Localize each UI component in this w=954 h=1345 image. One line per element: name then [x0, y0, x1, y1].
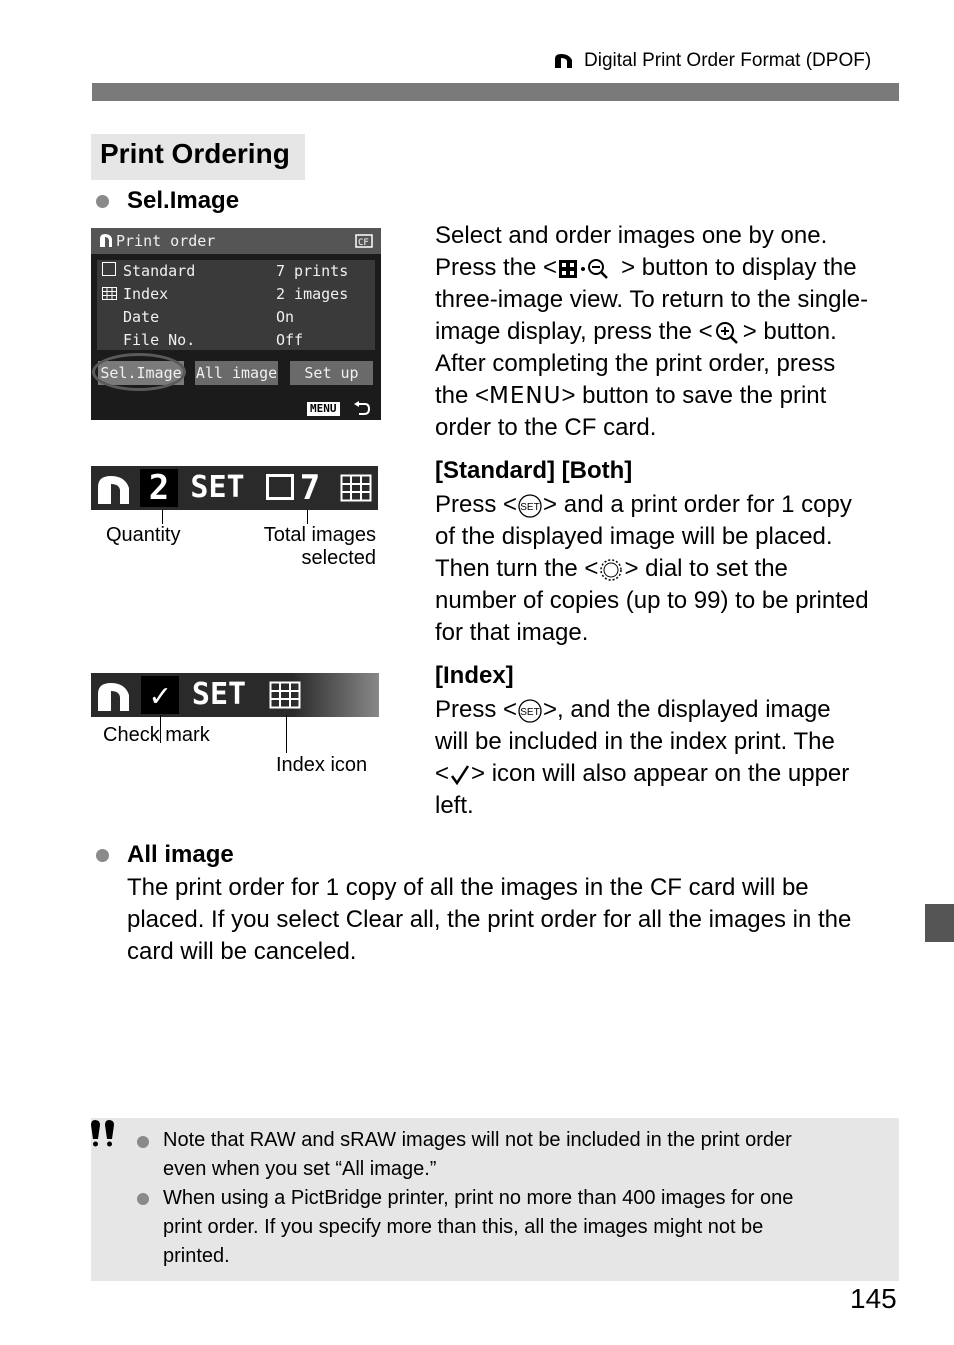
svg-text:CF: CF: [358, 238, 369, 248]
bullet-dot: [137, 1136, 149, 1148]
text-line: number of copies (up to 99) to be printed: [435, 587, 869, 614]
quantity-caption: Quantity: [106, 524, 181, 546]
section-title: Print Ordering: [91, 134, 305, 180]
text-line: placed. If you select Clear all, the print order for all the images in the: [127, 906, 852, 933]
return-icon: [353, 401, 371, 417]
page-number: 145: [850, 1283, 897, 1314]
text-line: After completing the print order, press: [435, 350, 836, 377]
text-line: even when you set “All image.”: [163, 1158, 437, 1180]
quick-control-dial-icon: [598, 558, 624, 582]
index-grid-icon: [269, 681, 301, 709]
index-icon-caption: Index icon: [276, 754, 368, 776]
chapter-tab: [925, 904, 954, 942]
bullet-dot: [137, 1193, 149, 1205]
sel-image-description: [435, 220, 868, 444]
lcd-row-label: Index: [123, 285, 169, 303]
check-mark-icon: [449, 763, 471, 787]
lcd-print-icon: [99, 233, 113, 248]
lcd-set-up-button[interactable]: Set up: [290, 361, 373, 385]
text-line: printed.: [163, 1245, 230, 1267]
text-line: print order. If you specify more than this, all the images might not be: [163, 1216, 764, 1238]
text-line: < > icon will also appear on the upper: [435, 760, 850, 787]
menu-button-label: MENU: [489, 383, 562, 409]
text-line: Select and order images one by one.: [435, 222, 828, 249]
sel-image-heading-text: Sel.Image: [127, 187, 240, 214]
check-mark-caption: Check mark: [103, 724, 210, 746]
text-line: of the displayed image will be placed.: [435, 523, 833, 550]
lcd-row-label: Standard: [123, 262, 196, 280]
set-button-icon: [517, 494, 543, 518]
sel-image-heading: [96, 187, 239, 215]
index-description: [435, 694, 849, 822]
total-leader-line: [307, 510, 308, 524]
text-line: The print order for 1 copy of all the images in the CF card will be: [127, 874, 809, 901]
text-line: order to the CF card.: [435, 414, 657, 441]
lcd-row-label: File No.: [123, 331, 196, 349]
print-order-icon: [552, 51, 576, 71]
lcd-sel-image-button[interactable]: Sel.Image: [98, 361, 184, 385]
text-line: the <MENU> button to save the print: [435, 382, 827, 409]
print-order-icon: [95, 472, 133, 506]
total-value: 7: [299, 468, 321, 508]
standard-description: [435, 489, 869, 649]
set-indicator: SET: [190, 470, 245, 505]
magnify-plus-icon: [713, 321, 743, 345]
quantity-value: 2: [140, 469, 178, 507]
set-button-icon: [517, 699, 543, 723]
highlight-circle: [92, 353, 186, 391]
index-grid-icon: [340, 474, 372, 502]
note-item-raw: [163, 1126, 792, 1184]
header-bar: [92, 83, 899, 101]
lcd-all-image-button[interactable]: All image: [195, 361, 278, 385]
text-line: Press the < > button to display the: [435, 254, 857, 281]
set-indicator: SET: [191, 677, 247, 712]
lcd-row-value: 2 images: [276, 285, 349, 303]
text-line: for that image.: [435, 619, 589, 646]
header-title: Digital Print Order Format (DPOF): [584, 50, 872, 71]
print-order-icon: [95, 679, 133, 713]
bullet-dot: [96, 195, 109, 208]
standard-display-strip: [91, 466, 378, 510]
index-display-strip: [91, 673, 379, 717]
lcd-row-value: 7 prints: [276, 262, 349, 280]
lcd-print-order-screen: [91, 228, 381, 420]
note-item-pictbridge: [163, 1184, 793, 1271]
all-image-heading-text: All image: [127, 841, 234, 868]
bullet-dot: [96, 849, 109, 862]
total-caption: Total images selected: [263, 524, 376, 569]
text-line: Then turn the < > dial to set the: [435, 555, 788, 582]
lcd-title: Print order: [116, 232, 216, 250]
menu-badge: MENU: [307, 402, 340, 416]
text-line: left.: [435, 792, 474, 819]
lcd-row-label: Date: [123, 308, 160, 326]
text-line: Note that RAW and sRAW images will not be included in the print order: [163, 1129, 792, 1151]
text-line: Press < SET > and a print order for 1 copy: [435, 491, 852, 518]
svg-text:SET: SET: [520, 501, 540, 513]
quantity-leader-line: [162, 510, 163, 524]
lcd-row-value: On: [276, 308, 295, 326]
text-line: When using a PictBridge printer, print no more than 400 images for one: [163, 1187, 794, 1209]
card-icon: [355, 234, 373, 248]
text-line: three-image view. To return to the single-: [435, 286, 869, 313]
caution-icon: [90, 1119, 120, 1147]
text-line: will be included in the index print. The: [435, 728, 835, 755]
image-frame-icon: [266, 474, 294, 500]
all-image-heading: [96, 841, 234, 869]
check-mark-indicator: ✓: [141, 676, 179, 714]
index-magnify-icon: [557, 257, 621, 281]
lcd-row-value: Off: [276, 331, 304, 349]
text-line: Press < SET >, and the displayed image: [435, 696, 831, 723]
index-grid-icon: [102, 287, 117, 300]
text-line: image display, press the < > button.: [435, 318, 837, 345]
index-leader-line: [286, 715, 287, 753]
running-header: [552, 50, 871, 72]
all-image-description: [127, 872, 851, 968]
index-heading: [Index]: [435, 662, 514, 689]
standard-heading: [Standard] [Both]: [435, 457, 633, 484]
standard-icon: [102, 262, 116, 276]
text-line: card will be canceled.: [127, 938, 357, 965]
svg-text:SET: SET: [520, 706, 540, 718]
